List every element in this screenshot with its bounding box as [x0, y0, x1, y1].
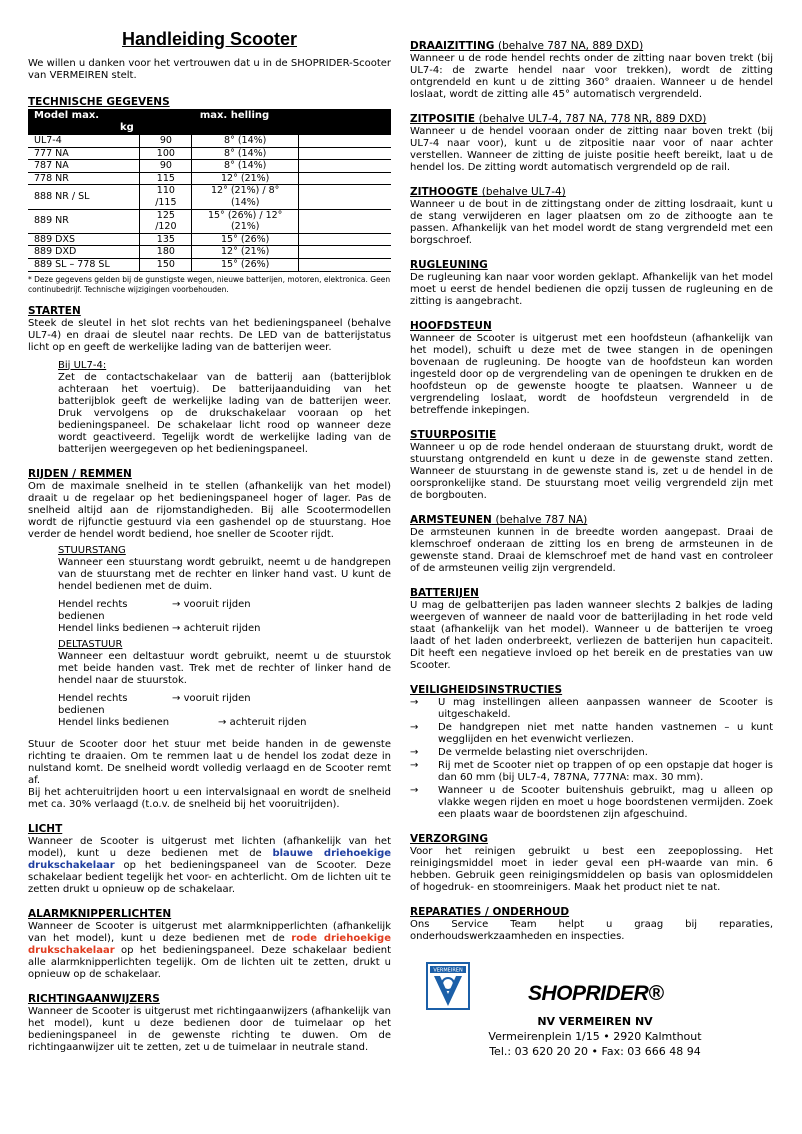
- deltastuur-text: Wanneer een deltastuur wordt gebruikt, neemt u de stuurstok met beide handen vast. Trek met de rechter of linker hand de hendel naar de stuurstok.: [58, 650, 391, 686]
- veilig-heading: VEILIGHEIDSINSTRUCTIES: [410, 684, 563, 696]
- tech-row: [28, 258, 391, 271]
- model-cell: 787 NA: [28, 160, 140, 173]
- red-switch-label: rode driehoekige drukschakelaar: [28, 932, 391, 956]
- stuur-right-row: Hendel rechts bedienen → vooruit rijden: [58, 598, 251, 622]
- left-column: [28, 28, 391, 1054]
- tech-row: [28, 135, 391, 147]
- svg-text:VERMEIREN: VERMEIREN: [433, 967, 463, 974]
- zithoogte-heading: ZITHOOGTE (behalve UL7-4): [410, 186, 566, 198]
- licht-text: Wanneer de Scooter is uitgerust met lichten (afhankelijk van het model), kunt u deze bedienen met de blauwe driehoekige drukschakelaar op het bedieningspaneel van de Scooter. Deze schakelaar bedient tegelijk het voor- en achterlicht. Om de lichten uit te zetten drukt u opnieuw op de schakelaar.: [28, 835, 392, 895]
- model-cell: 889 DXS: [28, 233, 140, 246]
- kg-cell: 90: [140, 160, 192, 173]
- list-item: → De vermelde belasting niet overschrijden.: [410, 747, 648, 758]
- tech-row: [28, 160, 391, 173]
- stuurpositie-heading: STUURPOSITIE: [410, 429, 497, 441]
- empty-cell: [299, 258, 392, 271]
- alarm-heading: ALARMKNIPPERLICHTEN: [28, 907, 172, 920]
- zithoogte-text: Wanneer u de bout in de zittingstang onder de zitting losdraait, kunt u de stang verwijderen en lager plaatsen om zo de zithoogte aan te passen. Afhankelijk van het model wordt de stang vergrendeld met een borgschroef.: [410, 199, 773, 246]
- arrow-icon: →: [410, 747, 419, 758]
- model-cell: 778 NR: [28, 172, 140, 185]
- list-item: → Wanneer u de Scooter buitenshuis gebruikt, mag u alleen op vlakke wegen rijden en moet u hoge boordstenen vermijden. Zoek een plaats waar de boordstenen zijn afgeschuind.: [410, 785, 773, 820]
- zitpositie-heading: ZITPOSITIE (behalve UL7-4, 787 NA, 778 NR, 889 DXD): [410, 113, 707, 125]
- empty-cell: [299, 147, 392, 160]
- arrow-icon: →: [410, 722, 419, 733]
- rugleuning-text: De rugleuning kan naar voor worden geklapt. Afhankelijk van het model moet u eerst de hendel bedienen die opzij tussen de rugleuning en de zitting is aangebracht.: [410, 272, 773, 307]
- kg-cell: 150: [140, 258, 192, 271]
- safety-list: [410, 697, 773, 821]
- kg-cell: 135: [140, 233, 192, 246]
- licht-heading: LICHT: [28, 822, 63, 835]
- tech-row: [28, 233, 391, 246]
- model-cell: 888 NR / SL: [28, 185, 140, 209]
- blue-switch-label: blauwe driehoekige drukschakelaar: [28, 847, 392, 871]
- helling-cell: 15° (26%) / 12° (21%): [192, 209, 299, 233]
- starten-sub-text: Zet de contactschakelaar van de batterij aan (batterijblok achteraan het voertuig). De batterijaanduiding van het batterijblok geeft de werkelijke lading van de batterijen weer. Druk vervolgens op de drukschakelaar vooraan op het bedieningspaneel. De schakelaar licht rood op wanneer deze wordt geactiveerd. Tegelijk wordt de werkelijke lading van de batterijen weergegeven op het bedieningspaneel.: [58, 371, 391, 455]
- company-name: NV VERMEIREN NV: [537, 1015, 653, 1028]
- reparaties-heading: REPARATIES / ONDERHOUD: [410, 906, 570, 918]
- empty-cell: [299, 172, 392, 185]
- tech-row: [28, 185, 391, 209]
- verzorging-text: Voor het reinigen gebruikt u best een zeepoplossing. Het reinigingsmiddel moet in ieder geval een pH-waarde van min. 6 hebben. Gebruik geen reinigingsmiddelen op basis van oplosmiddelen of hogedruk- en stoomreinigers. Maak het product niet te nat.: [410, 846, 773, 893]
- batterijen-text: U mag de gelbatterijen pas laden wanneer slechts 2 balkjes de lading weergeven of wanneer de naald voor de batterijlading in het rode veld staat (afhankelijk van het model). Wanneer u de batterijen te vroeg laadt of het laden onderbreekt, verliezen de batterijen hun capaciteit. Dit heeft een negatieve invloed op het bereik en de prestaties van uw Scooter.: [410, 600, 773, 671]
- kg-cell: 125 /120: [140, 209, 192, 233]
- helling-cell: 8° (14%): [192, 147, 299, 160]
- rijden-text-2: Stuur de Scooter door het stuur met beide handen in de gewenste richting te draaien. Om te remmen laat u de hendel los zodat deze in nulstand komt. De snelheid wordt volledig verlaagd en de Scooter remt af.: [28, 738, 391, 786]
- verzorging-heading: VERZORGING: [410, 833, 488, 845]
- rijden-text: Om de maximale snelheid in te stellen (afhankelijk van het model) draait u de regelaar op het bedieningspaneel hoger of lager. Pas de snelheid altijd aan de rijomstandigheden. Bij alle Scootermodellen wordt de rijfunctie gestuurd via een gashendel op de stuurstang. Hoe verder de hendel wordt bediend, hoe sneller de Scooter rijdt.: [28, 480, 391, 540]
- alarm-text: Wanneer de Scooter is uitgerust met alarmknipperlichten (afhankelijk van het model), kunt u deze bedienen met de rode driehoekige drukschakelaar op het bedieningspaneel. Deze schakelaar bedient alle alarmknipperlichten tegelijk. Om de lichten uit te zetten, drukt u opnieuw op de schakelaar.: [28, 920, 391, 980]
- arrow-icon: →: [410, 697, 419, 708]
- tech-note: * Deze gegevens gelden bij de gunstigste wegen, nieuwe batterijen, motoren, elektronica. Geen continubedrijf. Technische wijzigingen voorbehouden.: [28, 274, 391, 294]
- arrow-icon: →: [172, 622, 181, 634]
- company-address: [480, 1014, 710, 1059]
- helling-cell: 12° (21%): [192, 172, 299, 185]
- page-title: Handleiding Scooter: [121, 29, 298, 49]
- delta-right-row: Hendel rechts bedienen → vooruit rijden: [58, 692, 251, 716]
- rijden-heading: RIJDEN / REMMEN: [28, 467, 132, 480]
- richting-text: Wanneer de Scooter is uitgerust met richtingaanwijzers (afhankelijk van het model), kunt u deze bedienen door de tuimelaar op het bedieningspaneel in de gewenste richting te duwen. Om de richtingaanwijzer uit te zetten, zet u de tuimelaar in neutrale stand.: [28, 1005, 391, 1053]
- rijden-text-3: Bij het achteruitrijden hoort u een intervalsignaal en wordt de snelheid met ca. 30% verlaagd (t.o.v. de snelheid bij het vooruitrijden).: [28, 786, 391, 810]
- tech-heading: TECHNISCHE GEGEVENS: [28, 96, 170, 108]
- arrow-icon: →: [410, 785, 419, 796]
- arrow-icon: →: [172, 692, 181, 704]
- richting-heading: RICHTINGAANWIJZERS: [28, 992, 160, 1005]
- model-cell: UL7-4: [28, 135, 140, 147]
- helling-cell: 12° (21%): [192, 246, 299, 259]
- arrow-icon: →: [172, 598, 181, 610]
- empty-cell: [299, 246, 392, 259]
- zitpositie-text: Wanneer u de hendel vooraan onder de zitting naar boven trekt (bij UL7-4 naar voor), kunt u de zitpositie naar voor of naar achter verstellen. Wanneer de zitting de juiste positie heeft bereikt, laat u de hendel los. De zitting wordt automatisch vergrendeld op de rail.: [410, 126, 773, 173]
- col-model-header: Model max. kg: [28, 109, 140, 135]
- model-cell: 889 SL – 778 SL: [28, 258, 140, 271]
- stuurpositie-text: Wanneer u op de rode hendel onderaan de stuurstang drukt, wordt de stuurstang ontgrendeld en kunt u deze in de gewenste stand zetten. Wanneer de stuurstang in de gewenste stand is, zet u de hendel in de oorspronkelijke stand. De stuurstang moet veilig vergrendeld zijn met de borgbouten.: [410, 442, 773, 501]
- tech-row: [28, 147, 391, 160]
- stuurstang-heading: STUURSTANG: [58, 544, 126, 556]
- tech-table: [28, 109, 391, 272]
- helling-cell: 15° (26%): [192, 233, 299, 246]
- intro-text: We willen u danken voor het vertrouwen dat u in de SHOPRIDER-Scooter van VERMEIREN stelt.: [28, 58, 391, 81]
- hoofdsteun-text: Wanneer de Scooter is uitgerust met een hoofdsteun (afhankelijk van het model), schuift u deze met de twee stangen in de openingen bovenaan de rugleuning. De hoogte van de hoofdsteun kan worden ingesteld door op de vergrendeling van de openingen te drukken en de hoofdsteun op de gewenste hoogte te plaatsen. Wanneer u de vergrendeling loslaat, wordt de hoofdsteun vergrendeld in de betreffende inkepingen.: [410, 333, 773, 416]
- empty-cell: [299, 233, 392, 246]
- arrow-icon: →: [410, 760, 419, 771]
- stuurstang-text: Wanneer een stuurstang wordt gebruikt, neemt u de handgrepen van de stuurstang met de rechter en linker hand vast. U kunt de hendel bedienen met de duim.: [58, 556, 391, 592]
- armsteunen-text: De armsteunen kunnen in de breedte worden aangepast. Draai de klemschroef onderaan de zitting los en breng de armsteunen in de gewenste stand. Draai de klemschroef met de hand vast en controleer of de armsteunen veilig zijn vergrendeld.: [410, 527, 773, 574]
- model-cell: 777 NA: [28, 147, 140, 160]
- kg-cell: 90: [140, 135, 192, 147]
- tech-row: [28, 246, 391, 259]
- reparaties-text: Ons Service Team helpt u graag bij reparaties, onderhoudswerkzaamheden en inspecties.: [410, 919, 773, 942]
- helling-cell: 15° (26%): [192, 258, 299, 271]
- kg-cell: 180: [140, 246, 192, 259]
- hoofdsteun-heading: HOOFDSTEUN: [410, 320, 492, 332]
- armsteunen-heading: ARMSTEUNEN (behalve 787 NA): [410, 514, 588, 526]
- starten-heading: STARTEN: [28, 304, 81, 317]
- helling-cell: 8° (14%): [192, 160, 299, 173]
- right-column: [410, 40, 773, 943]
- col-helling-header: max. helling: [140, 109, 391, 135]
- arrow-icon: →: [218, 716, 227, 728]
- model-cell: 889 DXD: [28, 246, 140, 259]
- starten-text: Steek de sleutel in het slot rechts van het bedieningspaneel (behalve UL7-4) en draai de sleutel naar rechts. De LED van de batterijstatus licht op en geeft de werkelijke lading van de batterijen weer.: [28, 317, 391, 353]
- phone-fax: Tel.: 03 620 20 20 • Fax: 03 666 48 94: [489, 1045, 701, 1058]
- stuur-left-row: Hendel links bedienen → achteruit rijden: [58, 622, 261, 634]
- starten-sub-heading: Bij UL7-4:: [58, 359, 107, 371]
- empty-cell: [299, 135, 392, 147]
- kg-cell: 100: [140, 147, 192, 160]
- vermeiren-logo: [426, 962, 470, 1010]
- rugleuning-heading: RUGLEUNING: [410, 259, 488, 271]
- kg-cell: 110 /115: [140, 185, 192, 209]
- shoprider-brand: SHOPRIDER®: [528, 982, 664, 1005]
- draai-text: Wanneer u de rode hendel rechts onder de zitting naar boven trekt (bij UL7-4: de zwarte hendel naar voor trekken), wordt de zitting ontgrendeld en kunt u de zitting 360° draaien. Wanneer u de hendel loslaat, wordt de zitting alle 45° automatisch vergrendeld.: [410, 53, 773, 100]
- model-cell: 889 NR: [28, 209, 140, 233]
- delta-left-row: Hendel links bedienen → achteruit rijden: [58, 716, 307, 728]
- street-address: Vermeirenplein 1/15 • 2920 Kalmthout: [488, 1030, 702, 1043]
- list-item: → U mag instellingen alleen aanpassen wanneer de Scooter is uitgeschakeld.: [410, 697, 773, 720]
- draai-heading: DRAAIZITTING (behalve 787 NA, 889 DXD): [410, 40, 644, 52]
- helling-cell: 12° (21%) / 8° (14%): [192, 185, 299, 209]
- empty-cell: [299, 185, 392, 209]
- tech-row: [28, 172, 391, 185]
- list-item: → Rij met de Scooter niet op trappen of op een opstapje dat hoger is dan 60 mm (bij UL7-4, 787NA, 777NA: max. 30 mm).: [410, 760, 773, 783]
- list-item: → De handgrepen niet met natte handen vastnemen – u kunt wegglijden en het evenwicht verliezen.: [410, 722, 773, 745]
- batterijen-heading: BATTERIJEN: [410, 587, 479, 599]
- empty-cell: [299, 160, 392, 173]
- deltastuur-heading: DELTASTUUR: [58, 638, 123, 650]
- helling-cell: 8° (14%): [192, 135, 299, 147]
- empty-cell: [299, 209, 392, 233]
- tech-row: [28, 209, 391, 233]
- kg-cell: 115: [140, 172, 192, 185]
